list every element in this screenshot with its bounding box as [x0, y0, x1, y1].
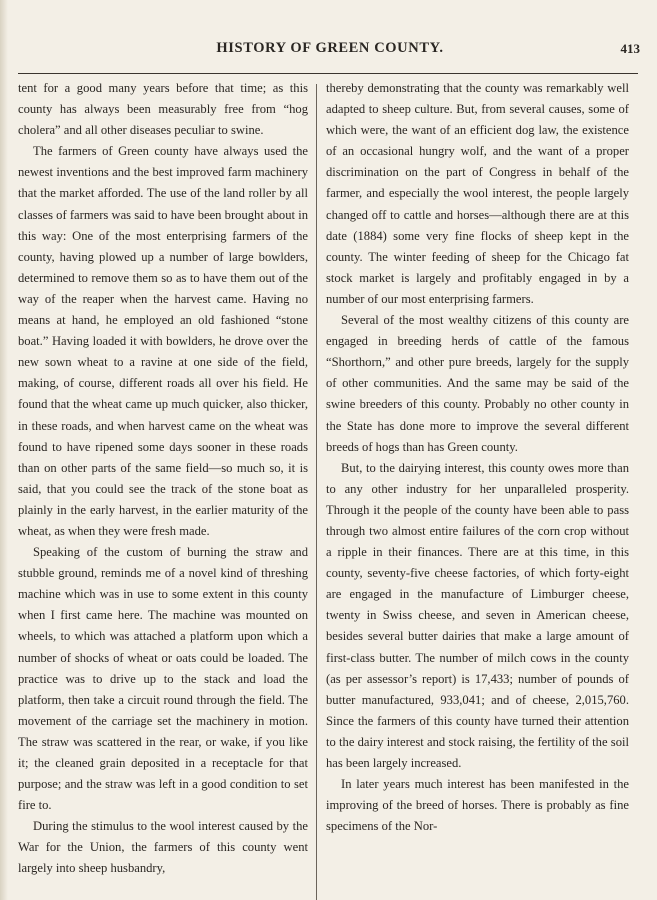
- right-column: [326, 78, 629, 837]
- running-head: [20, 40, 640, 60]
- paragraph-cattle-breeding: Several of the most wealthy citizens of this county are engaged in breeding herds of cattle of the famous “Shorthorn,” and other pure breeds, largely for the supply of other communities. And the same may be said of the swine breeders of this county. Probably no other county in the State has done more to improve the several different breeds of hogs than has Green county.: [326, 313, 629, 454]
- page-title: HISTORY OF GREEN COUNTY.: [216, 40, 444, 56]
- paragraph-threshing-machine: Speaking of the custom of burning the straw and stubble ground, reminds me of a novel kind of threshing machine which was in use to some extent in this county when I first came here. The machine was mounted on wheels, to which was attached a platform upon which a number of shocks of wheat or oats could be loaded. The practice was to drive up to the stack and load the platform, then take a circuit round through the field. The movement of the carriage set the machinery in motion. The straw was scattered in the rear, or wake, if you like it; the cleaned grain deposited in a receptacle for that purpose; and the straw was left in a good condition to set fire to.: [18, 545, 308, 813]
- paragraph-dairying-interest: But, to the dairying interest, this county owes more than to any other industry for her unparalleled prosperity. Through it the people of the county have been able to pass through two almost entire failures of the corn crop without a ripple in their finances. There are at this time, in this county, seventy-five cheese factories, of which forty-eight are engaged in the manufacture of Limburger cheese, twenty in Swiss cheese, and seven in American cheese, besides several butter dairies that make a large amount of first-class butter. The number of milch cows in the county (as per assessor’s report) is 17,433; number of pounds of butter manufactured, 933,041; and of cheese, 2,015,760. Since the farmers of this county have turned their attention to the dairy interest and stock raising, the fertility of the soil has been largely increased.: [326, 460, 629, 770]
- paragraph-horses: In later years much interest has been manifested in the improving of the breed of horses. There is probably as fine specimens of the Nor-: [326, 777, 629, 834]
- header-rule: [18, 73, 638, 74]
- paragraph-sheep-culture: thereby demonstrating that the county was remarkably well adapted to sheep culture. But, from several causes, some of which were, the want of an efficient dog law, the existence of an occasional hungry wolf, and the want of a proper discrimination on the part of Congress in behalf of the farmer, and especially the wool interest, the people largely changed off to cattle and horses—although there are at this date (1884) some very fine flocks of sheep kept in the county. The winter feeding of sheep for the Chicago fat stock market is largely and profitably engaged in by a number of our most enterprising farmers.: [326, 81, 629, 306]
- column-divider: [316, 84, 317, 900]
- left-column: [18, 78, 308, 880]
- paragraph-wool-interest: During the stimulus to the wool interest caused by the War for the Union, the farmers of this county went largely into sheep husbandry,: [18, 819, 308, 876]
- paragraph-farm-machinery: The farmers of Green county have always used the newest inventions and the best improved farm machinery that the market afforded. The use of the land roller by all classes of farmers was said to have been brought about in this way: One of the most enterprising farmers of the county, having plowed up a number of large bowlders, determined to remove them so as to have them out of the way of the reaper when the harvest came. Having no means at hand, he employed an old fashioned “stone boat.” Having loaded it with bowlders, he drove over the new sown wheat to a ravine at one side of the field, making, of course, different roads all over his field. He found that the wheat came up much quicker, also thicker, in these roads, and when harvest came on the wheat was found to have ripened some days sooner in these roads than on other parts of the same field—so much so, it is said, that you could see the track of the stone boat as plainly in the early harvest, in the earlier maturity of the wheat, as when they were fresh made.: [18, 144, 308, 538]
- binding-shadow: [0, 0, 8, 900]
- page-number: 413: [620, 41, 640, 56]
- paragraph-hog-cholera: tent for a good many years before that time; as this county has always been measurably free from “hog cholera” and all other diseases peculiar to swine.: [18, 81, 308, 138]
